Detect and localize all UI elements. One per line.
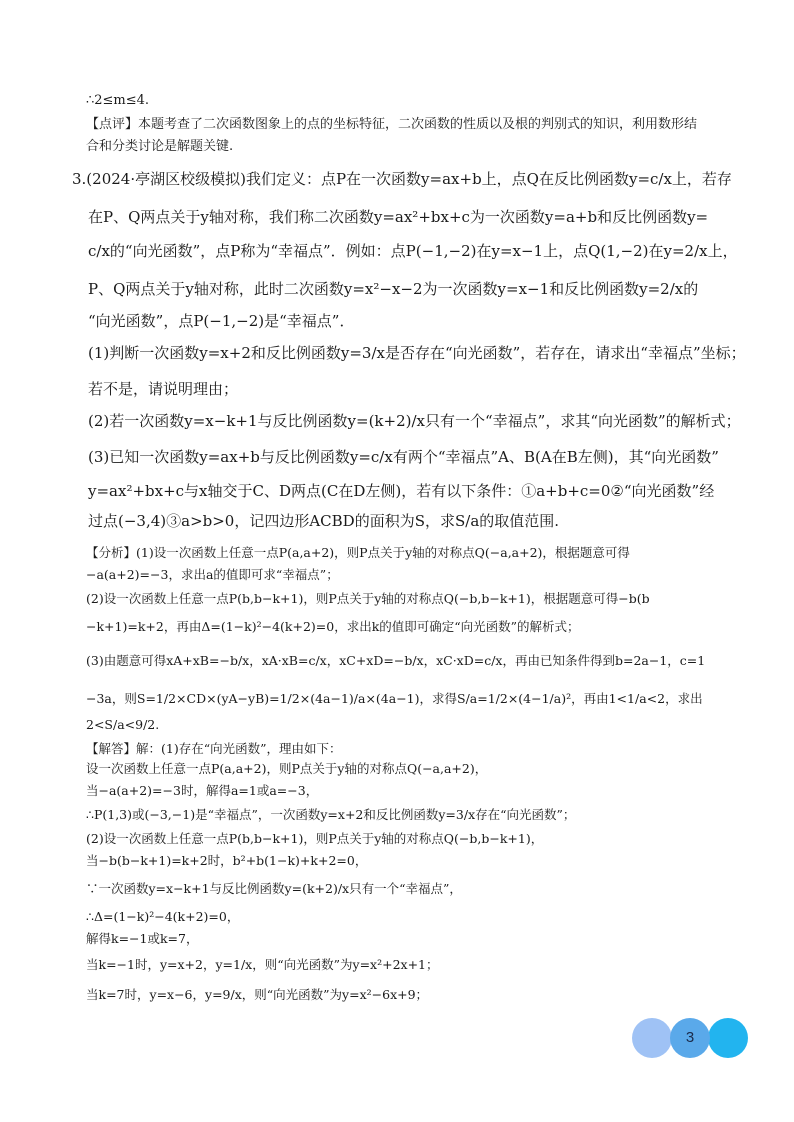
intro-comment-line-1: 【点评】本题考查了二次函数图象上的点的坐标特征，二次函数的性质以及根的判别式的知识，利用数形结 — [86, 117, 698, 132]
page-number-badge — [632, 1018, 752, 1060]
problem-line-5: “向光函数”，点P(−1,−2)是“幸福点”． — [88, 312, 355, 330]
solution-line-10: 当k=−1时，y=x+2，y=1/x，则“向光函数”为y=x²+2x+1； — [86, 957, 439, 972]
analysis-line-2: −a(a+2)=−3，求出a的值即可求“幸福点”； — [86, 567, 339, 582]
problem-part-3-line-3: 过点(−3,4)③a>b>0，记四边形ACBD的面积为S，求S/a的取值范围. — [88, 512, 560, 530]
analysis-line-4: −k+1)=k+2，再由Δ=(1−k)²−4(k+2)=0，求出k的值即可确定“向光函数”的解析式； — [86, 619, 580, 634]
solution-line-6: 当−b(b−k+1)=k+2时，b²+b(1−k)+k+2=0， — [86, 853, 368, 868]
solution-line-4: ∴P(1,3)或(−3,−1)是“幸福点”，一次函数y=x+2和反比例函数y=3/x存在“向光函数”； — [86, 807, 576, 822]
problem-part-1-cont: 若不是，请说明理由； — [88, 380, 239, 398]
solution-line-5: (2)设一次函数上任意一点P(b,b−k+1)，则P点关于y轴的对称点Q(−b,b−k+1)， — [86, 831, 544, 846]
problem-part-3-line-2: y=ax²+bx+c与x轴交于C、D两点(C在D左侧)，若有以下条件：①a+b+c=0②“向光函数”经 — [88, 482, 715, 500]
problem-line-2: 在P、Q两点关于y轴对称，我们称二次函数y=ax²+bx+c为一次函数y=a+b和反比例函数y= — [88, 208, 709, 226]
solution-line-3: 当−a(a+2)=−3时，解得a=1或a=−3， — [86, 783, 319, 798]
solution-line-1: 【解答】解：(1)存在“向光函数”，理由如下： — [86, 741, 342, 756]
decor-circle-left — [632, 1018, 672, 1058]
solution-line-11: 当k=7时，y=x−6，y=9/x，则“向光函数”为y=x²−6x+9； — [86, 987, 429, 1002]
analysis-line-1: 【分析】(1)设一次函数上任意一点P(a,a+2)，则P点关于y轴的对称点Q(−a,a+2)，根据题意可得 — [86, 545, 630, 560]
analysis-line-5: (3)由题意可得xA+xB=−b/x，xA·xB=c/x，xC+xD=−b/x，xC·xD=c/x，再由已知条件得到b=2a−1，c=1 — [86, 653, 706, 668]
problem-line-3: c/x的“向光函数”，点P称为“幸福点”．例如：点P(−1,−2)在y=x−1上，点Q(1,−2)在y=2/x上， — [88, 242, 738, 260]
decor-circle-right — [708, 1018, 748, 1058]
intro-conclusion: ∴2≤m≤4. — [86, 93, 150, 108]
analysis-line-6: −3a，则S=1/2×CD×(yA−yB)=1/2×(4a−1)/a×(4a−1)，求得S/a=1/2×(4−1/a)²，再由1<1/a<2，求出 — [86, 691, 703, 706]
solution-line-7: ∵一次函数y=x−k+1与反比例函数y=(k+2)/x只有一个“幸福点”， — [86, 881, 462, 896]
solution-line-2: 设一次函数上任意一点P(a,a+2)，则P点关于y轴的对称点Q(−a,a+2)， — [86, 761, 488, 776]
solution-line-9: 解得k=−1或k=7， — [86, 931, 199, 946]
problem-part-3: (3)已知一次函数y=ax+b与反比例函数y=c/x有两个“幸福点”A、B(A在B左侧)，其“向光函数” — [88, 448, 719, 466]
problem-part-2: (2)若一次函数y=x−k+1与反比例函数y=(k+2)/x只有一个“幸福点”，求其“向光函数”的解析式； — [88, 412, 741, 430]
page-number: 3 — [670, 1018, 710, 1058]
analysis-line-3: (2)设一次函数上任意一点P(b,b−k+1)，则P点关于y轴的对称点Q(−b,b−k+1)，根据题意可得−b(b — [86, 591, 650, 606]
problem-part-1: (1)判断一次函数y=x+2和反比例函数y=3/x是否存在“向光函数”，若存在，请求出“幸福点”坐标； — [88, 344, 746, 362]
solution-line-8: ∴Δ=(1−k)²−4(k+2)=0， — [86, 909, 240, 924]
intro-comment-line-2: 合和分类讨论是解题关键. — [86, 139, 234, 154]
problem-line-4: P、Q两点关于y轴对称，此时二次函数y=x²−x−2为一次函数y=x−1和反比例函数y=2/x的 — [88, 280, 699, 298]
problem-line-1: 3.(2024·亭湖区校级模拟)我们定义：点P在一次函数y=ax+b上，点Q在反比例函数y=c/x上，若存 — [72, 170, 732, 188]
analysis-line-7: 2<S/a<9/2. — [86, 717, 160, 732]
